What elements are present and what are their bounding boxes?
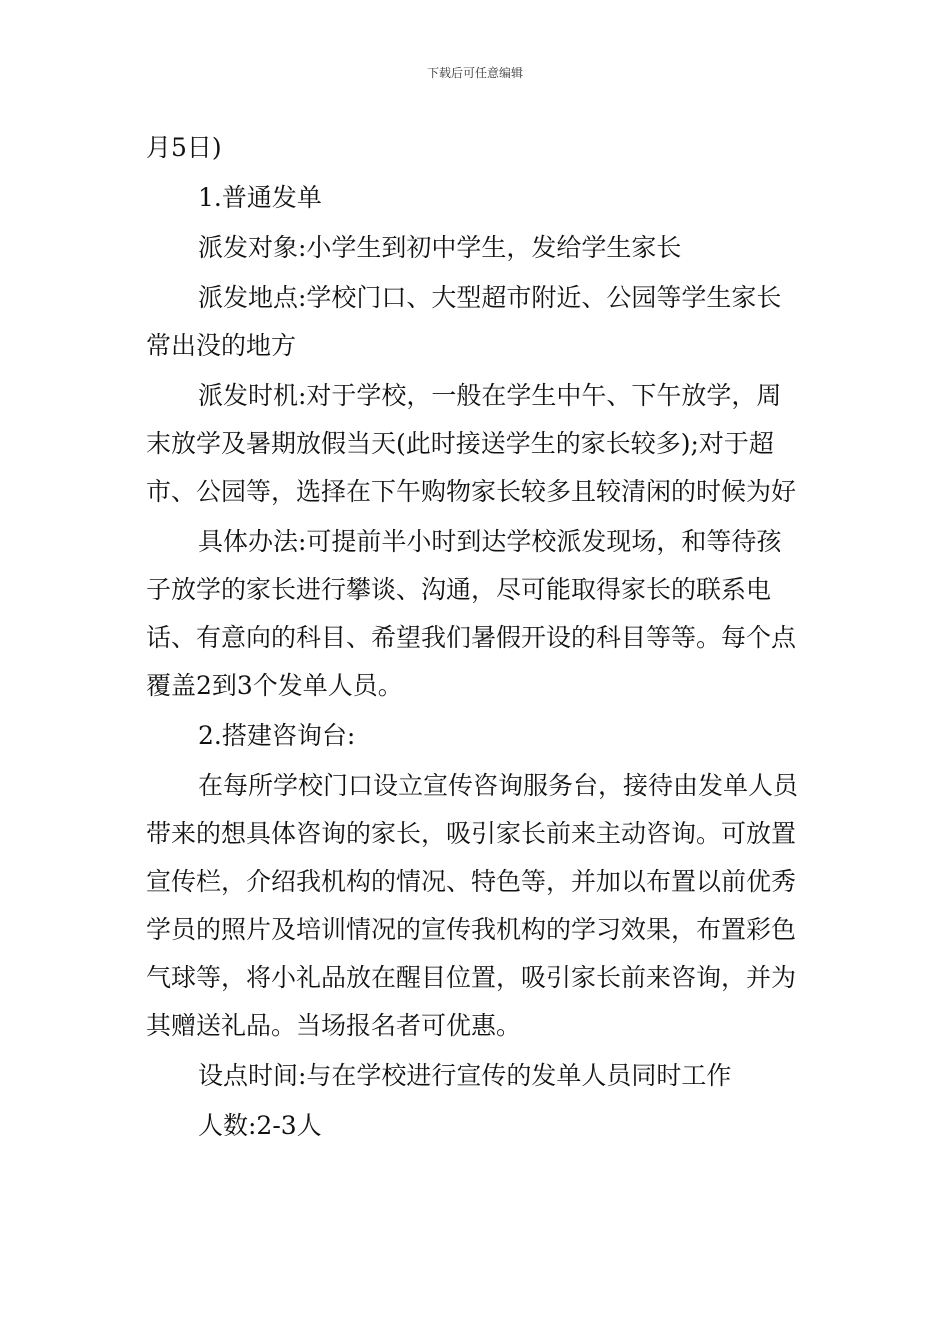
paragraph-location: 派发地点:学校门口、大型超市附近、公园等学生家长常出没的地方 <box>146 283 782 360</box>
paragraph-timing: 派发时机:对于学校，一般在学生中午、下午放学，周末放学及暑期放假当天(此时接送学生的家长较多);对于超市、公园等，选择在下午购物家长较多且较清闲的时候为好 <box>146 381 797 506</box>
section-heading-consultation-desk: 2.搭建咨询台: <box>198 721 356 750</box>
paragraph-target: 派发对象:小学生到初中学生，发给学生家长 <box>198 233 682 262</box>
section-heading-flyers: 1.普通发单 <box>198 183 322 212</box>
document-body <box>146 124 806 1150</box>
paragraph-setup-time: 设点时间:与在学校进行宣传的发单人员同时工作 <box>198 1061 732 1090</box>
paragraph-method: 具体办法:可提前半小时到达学校派发现场，和等待孩子放学的家长进行攀谈、沟通，尽可能取得家长的联系电话、有意向的科目、希望我们暑假开设的科目等等。每个点覆盖2到3个发单人员。 <box>146 527 797 700</box>
paragraph-staff-count: 人数:2-3人 <box>198 1111 322 1140</box>
paragraph-consultation-desk: 在每所学校门口设立宣传咨询服务台，接待由发单人员带来的想具体咨询的家长，吸引家长前来主动咨询。可放置宣传栏，介绍我机构的情况、特色等，并加以布置以前优秀学员的照片及培训情况的宣传我机构的学习效果，布置彩色气球等，将小礼品放在醒目位置，吸引家长前来咨询，并为其赠送礼品。当场报名者可优惠。 <box>146 771 799 1040</box>
paragraph-date-continuation: 月5日) <box>146 133 222 162</box>
page-header-note: 下载后可任意编辑 <box>426 66 523 80</box>
